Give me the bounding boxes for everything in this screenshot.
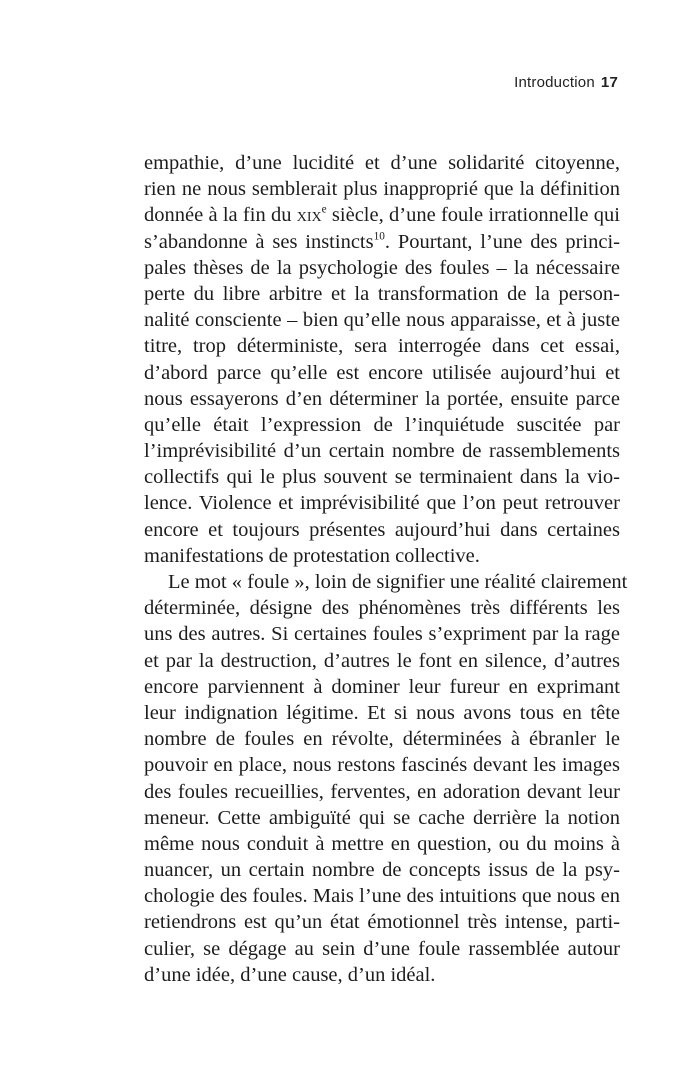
text-line: perte du libre arbitre et la transformation de la person- — [144, 282, 620, 305]
text-line: d’une idée, d’une cause, d’un idéal. — [144, 963, 436, 986]
text-line: Le mot « foule », loin de signifier une réalité clairement — [168, 571, 628, 593]
ordinal-superscript: e — [321, 203, 327, 216]
text-line: nuancer, un certain nombre de concepts issus de la psy- — [144, 859, 620, 882]
page-number: 17 — [600, 74, 618, 91]
text-line: et par la destruction, d’autres le font en silence, d’autres — [144, 649, 620, 672]
text-line: encore parviennent à dominer leur fureur en exprimant — [144, 675, 620, 698]
text-line: des foules recueillies, ferventes, en adoration devant leur — [144, 780, 620, 803]
section-title: Introduction — [514, 74, 595, 91]
text-line: nombre de foules en révolte, déterminées à ébranler le — [144, 728, 620, 751]
text-line: chologie des foules. Mais l’une des intuitions que nous en — [144, 885, 620, 908]
running-head — [514, 74, 618, 91]
body-text — [144, 150, 628, 988]
text-line: d’abord parce qu’elle est encore utilisée aujourd’hui et — [144, 361, 620, 384]
text-line: donnée à la fin du xix$^e$ siècle, d’une foule irrationnelle qui — [144, 203, 620, 227]
text-line: s’abandonne à ses instincts$^{10}$. Pourtant, l’une des princi- — [144, 230, 620, 253]
text-line: culier, se dégage au sein d’une foule rassemblée autour — [144, 937, 620, 960]
text-line: retiendrons est qu’un état émotionnel très intense, parti- — [144, 911, 620, 934]
text-line: manifestations de protestation collective. — [144, 544, 480, 567]
text-line: titre, trop déterministe, sera interrogée dans cet essai, — [144, 335, 620, 358]
paragraph — [144, 569, 628, 988]
text-line: nous essayerons d’en déterminer la portée, ensuite parce — [144, 387, 620, 410]
text-line: encore et toujours présentes aujourd’hui dans certaines — [144, 518, 620, 541]
text-line: meneur. Cette ambiguïté qui se cache derrière la notion — [144, 806, 620, 829]
text-line: nalité consciente – bien qu’elle nous apparaisse, et à juste — [144, 309, 620, 332]
text-line: déterminée, désigne des phénomènes très différents les — [144, 597, 620, 620]
text-line: même nous conduit à mettre en question, ou du moins à — [144, 832, 620, 855]
text-line: lence. Violence et imprévisibilité que l’on peut retrouver — [144, 492, 620, 515]
century-numeral: xix — [296, 204, 322, 227]
text-line: qu’elle était l’expression de l’inquiétude suscitée par — [144, 413, 620, 436]
text-line: uns des autres. Si certaines foules s’expriment par la rage — [144, 623, 620, 646]
text-line: l’imprévisibilité d’un certain nombre de rassemblements — [144, 440, 620, 463]
text-line: collectifs qui le plus souvent se terminaient dans la vio- — [144, 466, 620, 489]
text-line: leur indignation légitime. Et si nous avons tous en tête — [144, 701, 620, 724]
text-line: empathie, d’une lucidité et d’une solidarité citoyenne, — [144, 152, 620, 174]
footnote-reference: 10 — [373, 230, 385, 243]
paragraph — [144, 150, 620, 569]
text-line: pouvoir en place, nous restons fascinés devant les images — [144, 754, 620, 777]
text-line: pales thèses de la psychologie des foules – la nécessaire — [144, 256, 620, 279]
text-line: rien ne nous semblerait plus inapproprié que la définition — [144, 178, 620, 201]
